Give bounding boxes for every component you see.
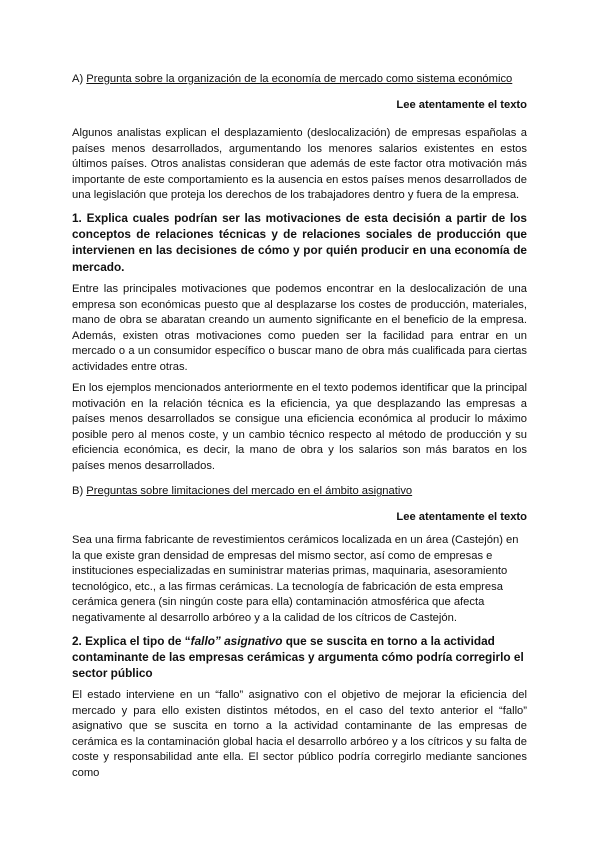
answer-2-paragraph-1: El estado interviene en un “fallo” asignativo con el objetivo de mejorar la eficiencia del mercado y para ello existen distintos métodos, en el caso del texto anterior el “fallo” asignativo que se suscita en torno a la actividad contaminante de las empresas de cerámica es la contaminación global hacia el desarrollo arbóreo y a los cítricos y su falta de coste y responsabilidad ante ella. El sector público podría corregirlo mediante sanciones como	[72, 689, 527, 779]
section-b-heading	[72, 484, 527, 500]
question-1: 1. Explica cuales podrían ser las motivaciones de esta decisión a partir de los conceptos de relaciones técnicas y de relaciones sociales de producción que intervienen en las decisiones de cómo y por quién producir en una economía de mercado.	[72, 211, 527, 274]
section-a-title: Pregunta sobre la organización de la economía de mercado como sistema económico	[86, 73, 513, 85]
answer-1-paragraph-2: En los ejemplos mencionados anteriormente en el texto podemos identificar que la principal motivación en la relación técnica es la eficiencia, ya que desplazando las empresas a países menos desarrollados se consigue una eficiencia económica al producir lo máximo posible pero al menos coste, y un cambio técnico respecto al método de producción y su eficiencia económica, es decir, la mano de obra y los salarios son más baratos en los países menos desarrollados.	[72, 382, 527, 472]
section-b-instruction: Lee atentamente el texto	[396, 511, 527, 523]
question-2-emphasis: fallo” asignativo	[190, 634, 283, 648]
section-a-heading	[72, 72, 527, 88]
question-2	[72, 633, 527, 682]
section-b-prefix: B)	[72, 485, 87, 497]
answer-1-paragraph-1: Entre las principales motivaciones que podemos encontrar en la deslocalización de una empresa son económicas puesto que al desplazarse los costes de producción, materiales, mano de obra se abaratan creando un aumento significante en el beneficio de la empresa. Además, existen otras motivaciones como pueden ser la facilidad para entrar en un mercado o a un consumidor específico o buscar mano de obra más cualificada para ciertas actividades entre otras.	[72, 283, 527, 373]
question-2-end: que se suscita en torno a la actividad contaminante de las empresas cerámicas y argumenta cómo podría corregirlo el sector público	[72, 634, 524, 681]
question-2-start: 2. Explica el tipo de “	[72, 634, 191, 648]
section-a-instruction: Lee atentamente el texto	[396, 99, 527, 111]
section-b-title: Preguntas sobre limitaciones del mercado en el ámbito asignativo	[86, 485, 413, 497]
section-a-prefix: A)	[72, 73, 87, 85]
section-b-passage: Sea una firma fabricante de revestimientos cerámicos localizada en un área (Castejón) en la que existe gran densidad de empresas del mismo sector, así como de empresas e instituciones especializadas en suministrar materias primas, maquinaria, asesoramiento tecnológico, etc., a las firmas cerámicas. La tecnología de fabricación de esta empresa cerámica genera (sin ningún coste para ella) contaminación atmosférica que afecta negativamente al desarrollo arbóreo y a la calidad de los cítricos de Castejón.	[72, 534, 519, 624]
section-a-passage: Algunos analistas explican el desplazamiento (deslocalización) de empresas españolas a países menos desarrollados, argumentando los menores salarios existentes en estos últimos países. Otros analistas consideran que además de este factor otra motivación más importante de este comportamiento es la ausencia en estos países menos desarrollados de una legislación que proteja los derechos de los trabajadores dentro y fuera de la empresa.	[72, 127, 527, 202]
